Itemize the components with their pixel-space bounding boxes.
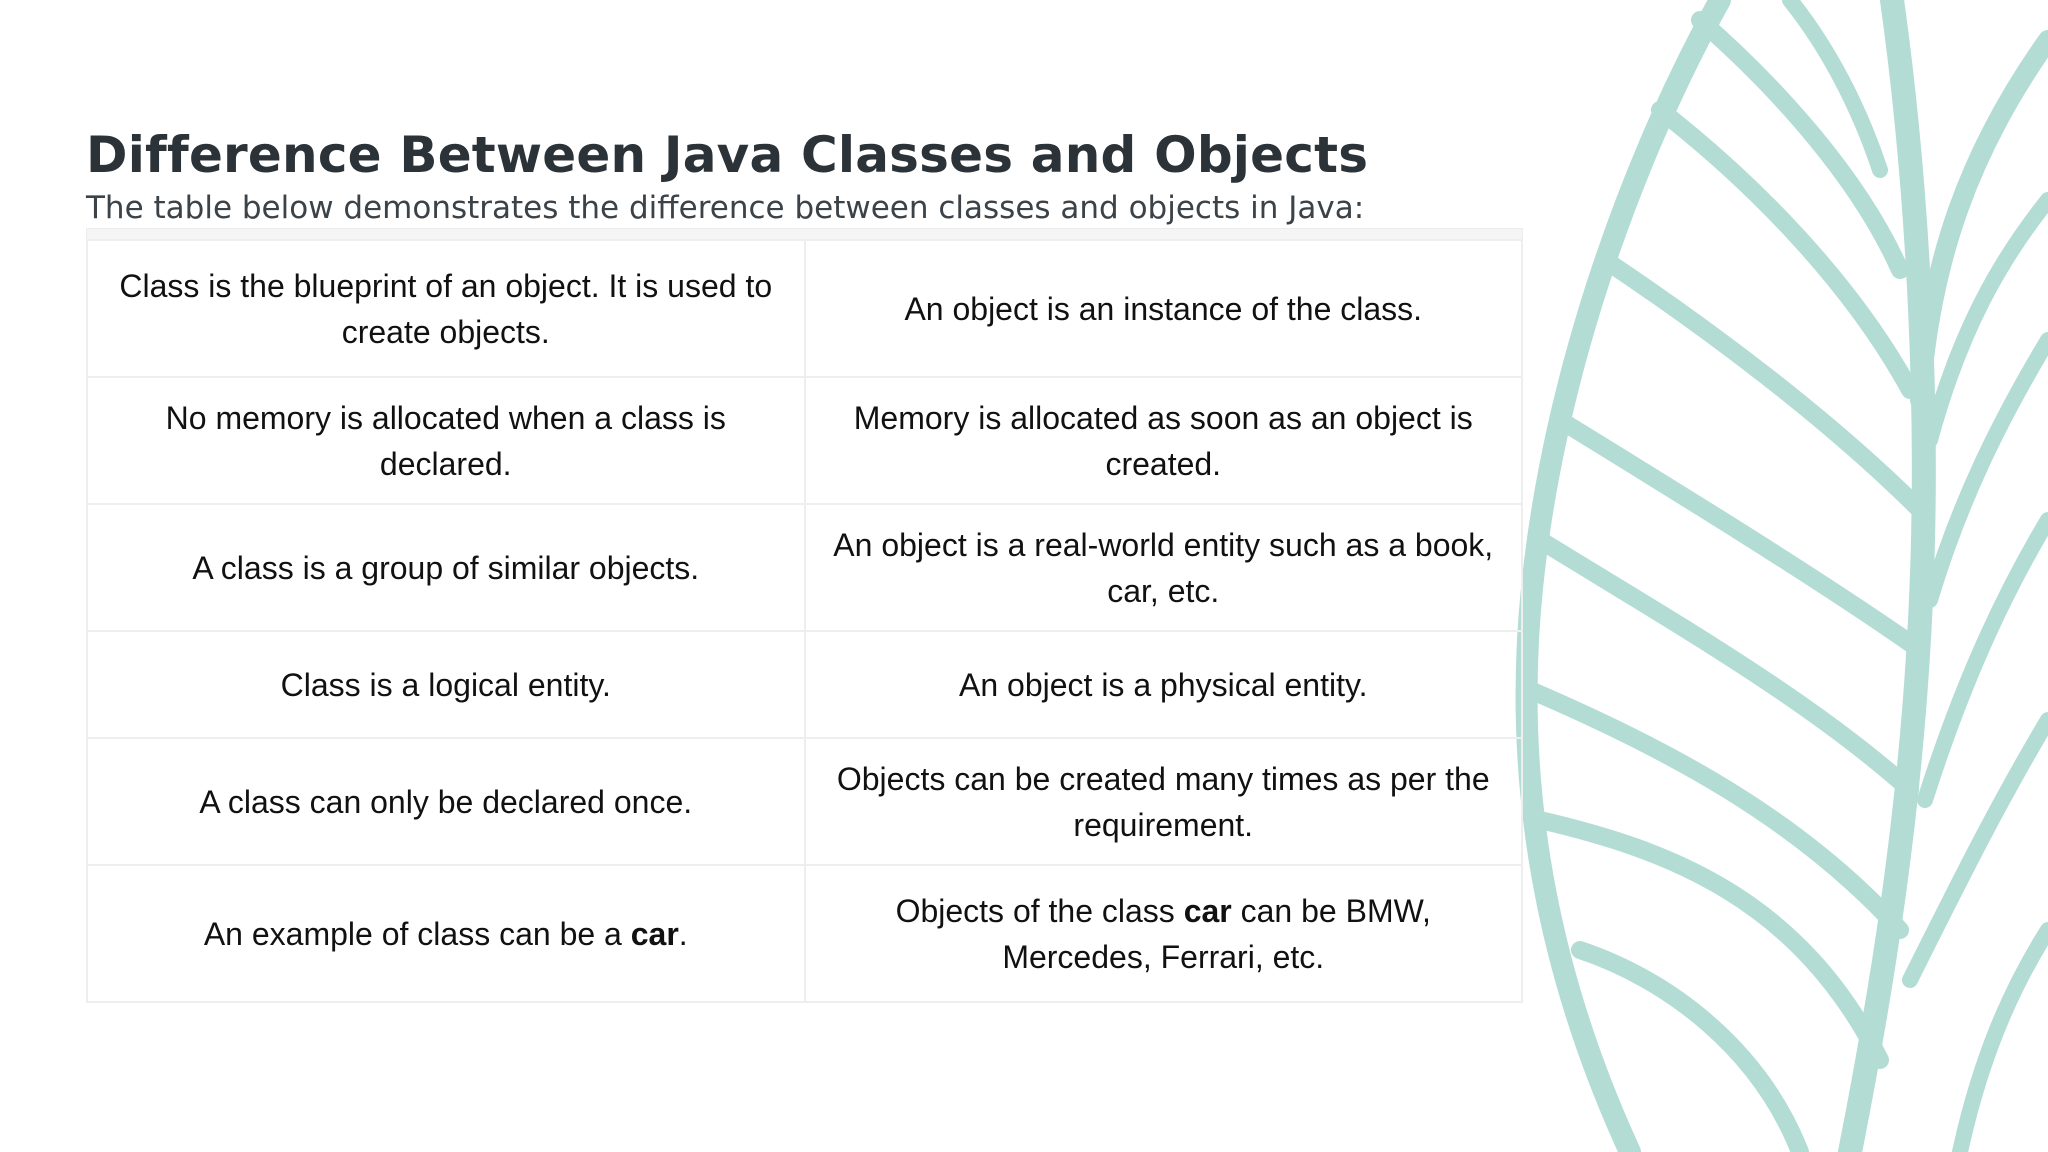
comparison-table: [86, 239, 1523, 1003]
object-cell: Memory is allocated as soon as an object is created.: [805, 377, 1523, 504]
object-cell: An object is a physical entity.: [805, 631, 1523, 738]
table-row: [87, 631, 1522, 738]
table-row: [87, 738, 1522, 865]
comparison-table-container: [86, 228, 1523, 1003]
leaf-outline-graphic: [1500, 0, 2048, 1152]
class-cell: No memory is allocated when a class is declared.: [87, 377, 805, 504]
class-cell: An example of class can be a car.: [87, 865, 805, 1002]
object-cell: An object is an instance of the class.: [805, 240, 1523, 377]
object-cell: An object is a real-world entity such as a book, car, etc.: [805, 504, 1523, 631]
class-cell: Class is the blueprint of an object. It is used to create objects.: [87, 240, 805, 377]
table-header-strip: [86, 228, 1523, 239]
page-subtitle: The table below demonstrates the difference between classes and objects in Java:: [86, 190, 1365, 226]
object-cell: Objects can be created many times as per the requirement.: [805, 738, 1523, 865]
page-title: Difference Between Java Classes and Objects: [86, 126, 1369, 184]
class-cell: Class is a logical entity.: [87, 631, 805, 738]
table-row: [87, 377, 1522, 504]
table-row: [87, 865, 1522, 1002]
object-cell: Objects of the class car can be BMW, Mercedes, Ferrari, etc.: [805, 865, 1523, 1002]
class-cell: A class is a group of similar objects.: [87, 504, 805, 631]
table-row: [87, 240, 1522, 377]
table-row: [87, 504, 1522, 631]
class-cell: A class can only be declared once.: [87, 738, 805, 865]
